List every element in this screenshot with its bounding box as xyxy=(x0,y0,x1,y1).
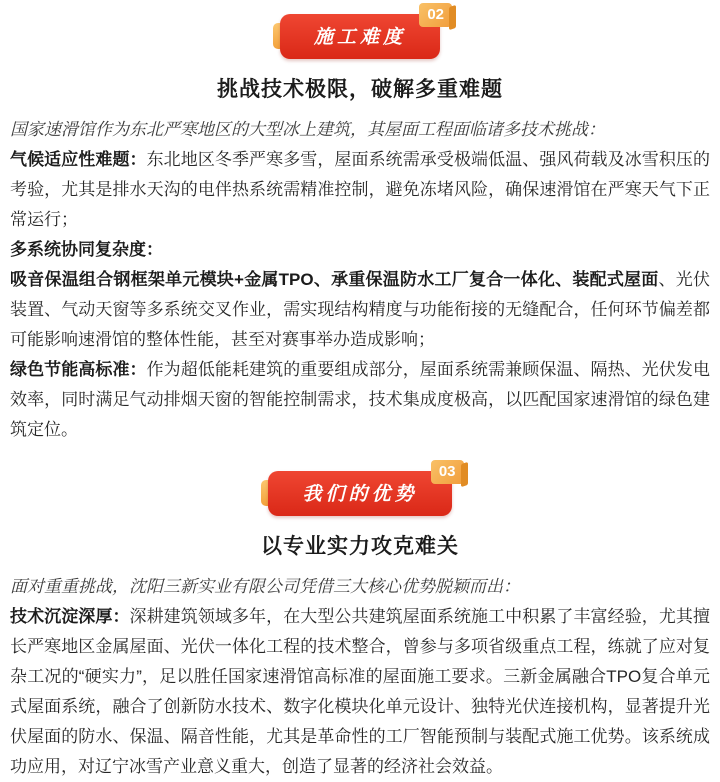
section-number-badge: 03 xyxy=(431,460,464,484)
section-intro: 面对重重挑战，沈阳三新实业有限公司凭借三大核心优势脱颖而出： xyxy=(10,577,520,596)
paragraph xyxy=(10,355,710,445)
ribbon-title: 我们的优势 xyxy=(302,484,418,505)
paragraph-lead: 多系统协同复杂度： xyxy=(10,240,163,259)
section-heading: 挑战技术极限，破解多重难题 xyxy=(217,78,503,101)
section-banner-row xyxy=(10,463,710,516)
paragraph-lead: 绿色节能高标准： xyxy=(10,360,147,379)
paragraph-lead: 技术沉淀深厚： xyxy=(10,607,130,626)
paragraph-body: 、光伏装置、气动天窗等多系统交叉作业，需实现结构精度与功能衔接的无缝配合，任何环节偏差都可能影响速滑馆的整体性能，甚至对赛事举办造成影响； xyxy=(10,270,710,349)
paragraph xyxy=(10,145,710,235)
section-banner-row xyxy=(10,6,710,59)
section-our-advantages xyxy=(10,463,711,782)
section-ribbon-banner xyxy=(268,463,456,516)
ribbon-title: 施工难度 xyxy=(313,27,406,48)
section-ribbon-banner xyxy=(280,6,444,59)
paragraph-lead: 吸音保温组合钢框架单元模块+金属TPO、承重保温防水工厂复合一体化、装配式屋面 xyxy=(10,270,659,289)
section-heading: 以专业实力攻克难关 xyxy=(261,535,459,558)
paragraph xyxy=(10,235,710,265)
section-intro: 国家速滑馆作为东北严寒地区的大型冰上建筑，其屋面工程面临诸多技术挑战： xyxy=(10,120,605,139)
section-number-badge: 02 xyxy=(419,3,452,27)
paragraph-lead: 气候适应性难题： xyxy=(10,150,147,169)
section-construction-difficulty xyxy=(10,6,711,445)
section-content xyxy=(10,115,710,445)
paragraph-body: 东北地区冬季严寒多雪，屋面系统需承受极端低温、强风荷载及冰雪积压的考验，尤其是排水天沟的电伴热系统需精准控制，避免冻堵风险，确保速滑馆在严寒天气下正常运行； xyxy=(10,150,711,229)
ribbon-box xyxy=(280,14,440,59)
paragraph xyxy=(10,265,710,355)
ribbon-box xyxy=(268,471,451,516)
paragraph-body: 作为超低能耗建筑的重要组成部分，屋面系统需兼顾保温、隔热、光伏发电效率，同时满足气动排烟天窗的智能控制需求，技术集成度极高，以匹配国家速滑馆的绿色建筑定位。 xyxy=(10,360,711,439)
paragraph xyxy=(10,602,710,782)
section-content xyxy=(10,572,710,782)
paragraph-body: 深耕建筑领域多年，在大型公共建筑屋面系统施工中积累了丰富经验，尤其擅长严寒地区金属屋面、光伏一体化工程的技术整合，曾参与多项省级重点工程，练就了应对复杂工况的“硬实力”，足以胜任国家速滑馆高标准的屋面施工要求。三新金属融合TPO复合单元式屋面系统，融合了创新防水技术、数字化模块化单元设计、独特光伏连接机构，显著提升光伏屋面的防水、保温、隔音性能，尤其是革命性的工厂智能预制与装配式施工优势。该系统成功应用，对辽宁冰雪产业意义重大，创造了显著的经济社会效益。 xyxy=(10,607,711,776)
